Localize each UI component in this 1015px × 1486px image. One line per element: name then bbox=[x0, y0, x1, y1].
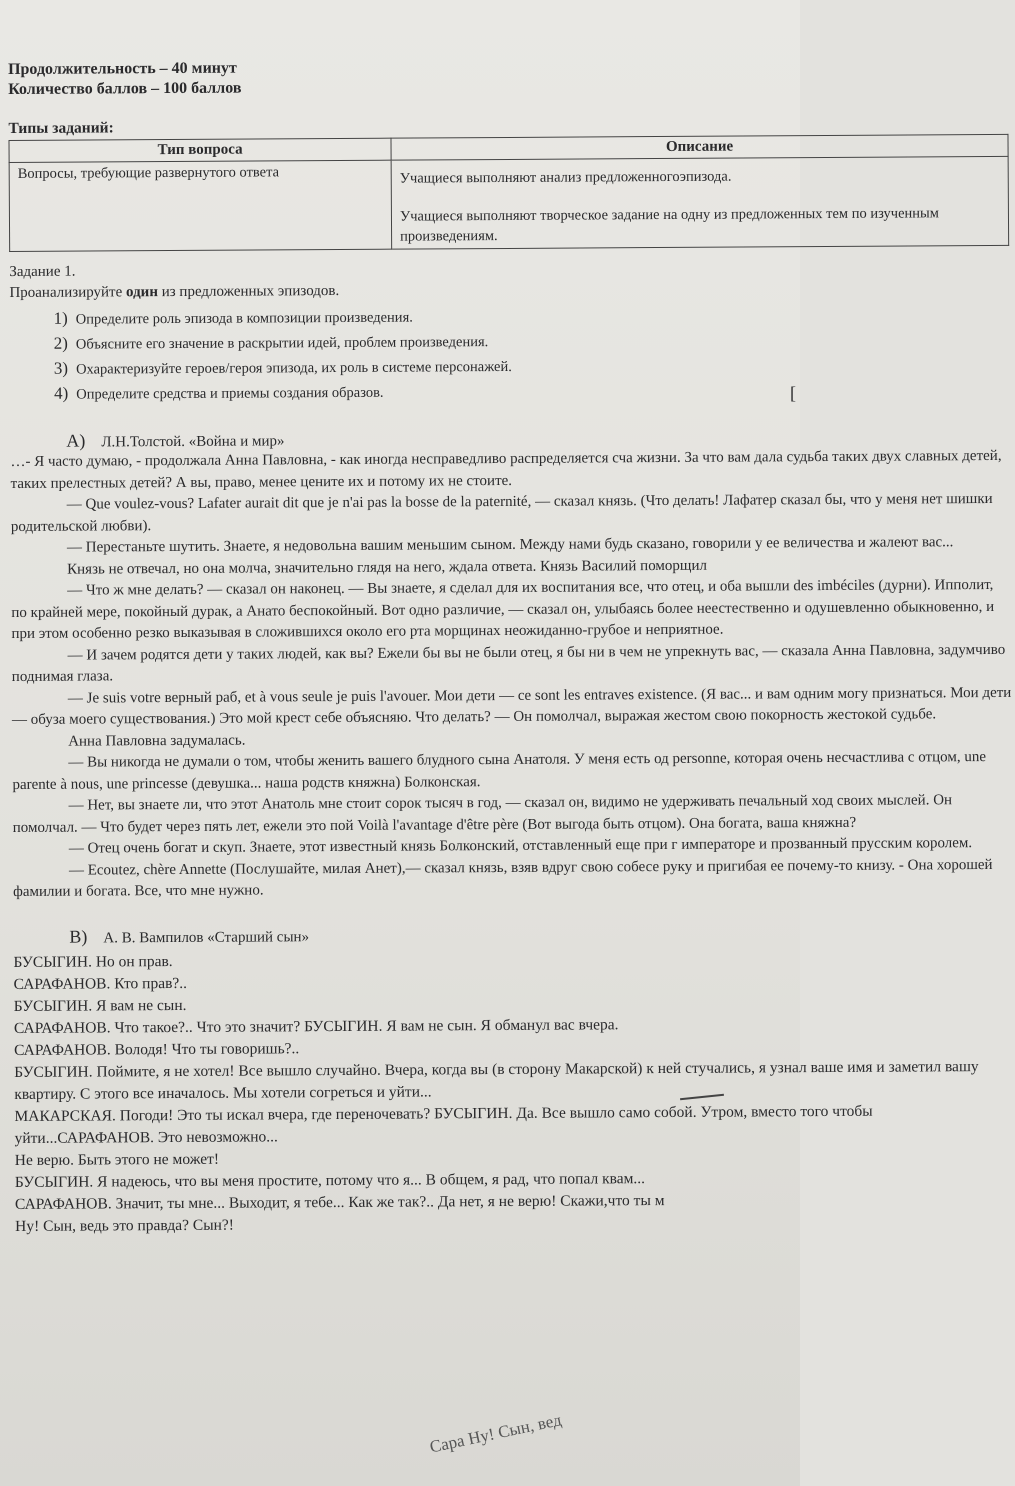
question-number: 1) bbox=[53, 308, 68, 328]
paragraph: — Que voulez-vous? Lafater aurait dit que je n'ai pas la bosse de la paternité, — сказал князь. (Что делать! Лафатер сказал бы, что у меня нет шишки родительской любви). bbox=[10, 490, 993, 535]
dialogue-line: БУСЫГИН. Я вам не сын. bbox=[13, 996, 187, 1015]
question-text: Охарактеризуйте героев/героя эпизода, их роль в системе персонажей. bbox=[76, 358, 512, 378]
question-text: Определите средства и приемы создания образов. bbox=[76, 384, 384, 403]
episode-letter: А) bbox=[66, 430, 86, 451]
paragraph: — Перестаньте шутить. Знаете, я недовольна вашим меньшим сыном. Между нами будь сказано, говорили у ее величества и жалеют вас... bbox=[66, 534, 954, 556]
question-number: 3) bbox=[53, 358, 69, 378]
description-creative: Учащиеся выполняют творческое задание на одну из предложенных тем по изученным произведениям. bbox=[399, 205, 939, 245]
score-line: Количество баллов – 100 баллов bbox=[8, 79, 242, 98]
intro-text: Проанализируйте bbox=[9, 284, 127, 301]
episode-b-title bbox=[69, 919, 1013, 949]
dialogue-line: Не верю. Быть этого не может! bbox=[14, 1150, 220, 1169]
task-label: Задание 1. bbox=[9, 263, 76, 280]
duration-line: Продолжительность – 40 минут bbox=[8, 59, 237, 78]
question-text: Определите роль эпизода в композиции произведения. bbox=[75, 309, 413, 328]
paragraph: — И зачем родятся дети у таких людей, как вы? Ежели бы вы не были отец, я бы ни в чем не упрекнуть вас, — сказала Анна Павловна, задумчиво поднимая глаза. bbox=[11, 641, 1006, 685]
episode-b bbox=[13, 919, 1015, 1237]
question-text: Объясните его значение в раскрытии идей, проблем произведения. bbox=[75, 334, 489, 353]
question-list bbox=[54, 301, 1011, 407]
episode-work-title: Л.Н.Толстой. «Война и мир» bbox=[101, 433, 285, 451]
task-types-table bbox=[8, 134, 1009, 252]
episode-work-title: А. В. Вампилов «Старший сын» bbox=[103, 928, 310, 946]
col-header-description: Описание bbox=[391, 134, 1008, 160]
dialogue-line: Ну! Сын, ведь это правда? Сын?! bbox=[15, 1216, 234, 1235]
dialogue-line: БУСЫГИН. Поймите, я не хотел! Все вышло случайно. Вчера, когда вы (в сторону Макарской) к ней стучались, я узнал ваше имя и заметил вашу квартиру. С этого все иначалось. Мы хотели согреться и уйти... bbox=[14, 1057, 979, 1103]
table-row bbox=[9, 156, 1009, 251]
paragraph: — Вы никогда не думали о том, чтобы женить вашего блудного сына Анатоля. У меня есть од personne, которая очень несчастлива с отцом, une parente à nous, une princesse (девушка... наша родств княжна) Болконская. bbox=[12, 749, 987, 793]
cell-description bbox=[391, 156, 1009, 249]
dialogue-line: БУСЫГИН. Я надеюсь, что вы меня простите, потому что я... В общем, я рад, что попал квам... bbox=[14, 1169, 646, 1191]
intro-text-end: из предложенных эпизодов. bbox=[157, 282, 340, 301]
question-number: 4) bbox=[53, 383, 69, 403]
paragraph: Князь не отвечал, но она молча, значительно глядя на него, ждала ответа. Князь Василий поморщил bbox=[67, 557, 708, 578]
intro-bold: один bbox=[125, 284, 159, 301]
task-types-title: Типы заданий: bbox=[8, 119, 114, 137]
episode-a-text bbox=[10, 446, 1013, 904]
paragraph: — Что ж мне делать? — сказал он наконец. — Вы знаете, я сделал для их воспитания все, что отец, и оба вышли des imbéciles (дурни). Ипполит, по крайней мере, покойный дурак, а Анато беспокойный. Вот одно различие, — сказал он, улыбаясь более неестественно и одушевленно обыкновенно, и при этом особенно резко выказывая в сложившихся около его рта морщинах неожиданно-грубое и неприятное. bbox=[11, 576, 995, 642]
paragraph: — Je suis votre верный раб, et à vous seule je puis l'avouer. Мои дети — ce sont les entraves existence. (Я вас... и вам одним могу признаться. Мои дети — обуза моего существования.) Это мой крест себе объясняю. Что делать? — Он помолчал, выражая жестом свою покорность жестокой судьбе. bbox=[11, 684, 1012, 728]
episode-letter: В) bbox=[69, 926, 88, 947]
dialogue-line: САРАФАНОВ. Кто прав?.. bbox=[13, 974, 188, 993]
list-item bbox=[54, 376, 1010, 407]
paragraph: Анна Павловна задумалась. bbox=[68, 732, 246, 750]
dialogue-line: САРАФАНОВ. Володя! Что ты говоришь?.. bbox=[13, 1039, 300, 1059]
description-analysis: Учащиеся выполняют анализ предложенногоэпизода. bbox=[399, 168, 732, 187]
paragraph: …- Я часто думаю, - продолжала Анна Павловна, - как иногда несправедливо распределяется сча жизни. За что вам дала судьба таких двух славных детей, таких прелестных детей? А вы, право, менее цените их и потому их не стоите. bbox=[10, 447, 1002, 492]
dialogue-line: БУСЫГИН. Но он прав. bbox=[13, 952, 173, 971]
dialogue-line: МАКАРСКАЯ. Погоди! Это ты искал вчера, где переночевать? БУСЫГИН. Да. Все вышло само собой. Утром, вместо того чтобы уйти...САРАФАНОВ. Это невозможно... bbox=[14, 1102, 873, 1147]
paragraph: — Нет, вы знаете ли, что этот Анатоль мне стоит сорок тысяч в год, — сказал он, видимо не удерживать печальный ход своих мыслей. Он помолчал. — Что будет через пять лет, ежели это пой Voilà l'avantage d'être père (Вот выгода быть отцом). Она богата, ваша княжна? bbox=[12, 792, 953, 836]
question-number: 2) bbox=[53, 333, 68, 353]
dialogue-line: САРАФАНОВ. Что такое?.. Что это значит? БУСЫГИН. Я вам не сын. Я обманул вас вчера. bbox=[13, 1015, 619, 1037]
margin-bracket: [ bbox=[790, 383, 796, 403]
col-header-type: Тип вопроса bbox=[9, 138, 391, 162]
page-content bbox=[8, 54, 1015, 1238]
dialogue-line: САРАФАНОВ. Значит, ты мне... Выходит, я тебе... Как же так?.. Да нет, я не верю! Скажи,что ты м bbox=[14, 1191, 665, 1213]
paragraph: — Отец очень богат и скуп. Знаете, этот известный князь Болконский, отставленный еще при г императоре и прозванный прусским королем. bbox=[68, 835, 973, 857]
task-1 bbox=[9, 256, 1010, 407]
cell-question-type: Вопросы, требующие развернутого ответа bbox=[9, 160, 392, 251]
paragraph: — Ecoutez, chère Annette (Послушайте, милая Анет),— сказал князь, взяв вдруг свою собесе руку и пригибая ее почему-то книзу. - Она хорошей фамилии и богата. Все, что мне нужно. bbox=[13, 856, 993, 900]
next-page-bleed-text: Сара Ну! Сын, вед bbox=[428, 1410, 564, 1457]
